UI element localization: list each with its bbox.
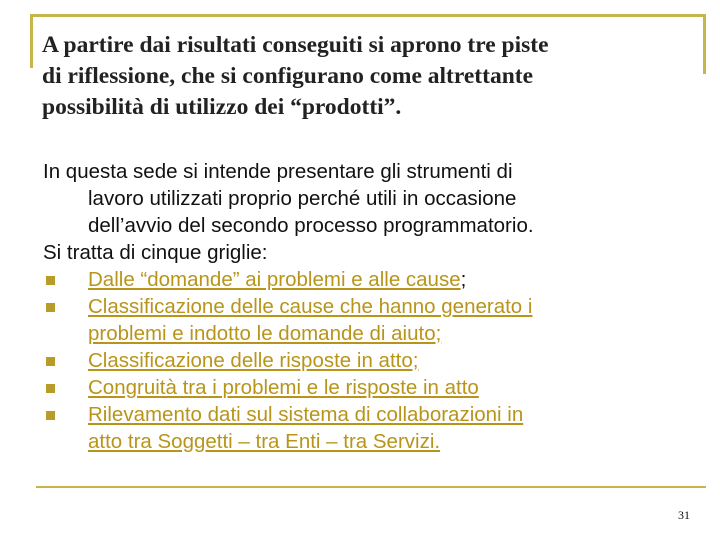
bullet-item[interactable] <box>43 374 683 401</box>
bullet-item[interactable] <box>43 347 683 374</box>
bullet-item[interactable] <box>43 401 683 455</box>
square-bullet-icon <box>46 276 55 285</box>
bullet-link[interactable]: Rilevamento dati sul sistema di collaborazioni in <box>88 403 524 426</box>
square-bullet-icon <box>46 357 55 366</box>
square-bullet-icon <box>46 384 55 393</box>
title-line: di riflessione, che si configurano come altrettante <box>42 63 534 89</box>
bullet-link[interactable]: Dalle “domande” ai problemi e alle cause <box>88 268 461 291</box>
frame-right-line <box>703 14 706 74</box>
bullet-suffix: ; <box>460 268 467 291</box>
square-bullet-icon <box>46 303 55 312</box>
slide-title <box>42 30 692 123</box>
bullet-item[interactable] <box>43 293 683 347</box>
title-line: possibilità di utilizzo dei “prodotti”. <box>42 94 402 120</box>
bullet-link[interactable]: problemi e indotto le domande di aiuto; <box>88 322 442 345</box>
slide-body <box>43 158 683 455</box>
bullet-link[interactable]: Classificazione delle cause che hanno generato i <box>88 295 533 318</box>
page-number: 31 <box>678 508 690 522</box>
square-bullet-icon <box>46 411 55 420</box>
intro-line: In questa sede si intende presentare gli strumenti di <box>43 160 513 183</box>
frame-left-line <box>30 14 33 68</box>
intro-line: dell’avvio del secondo processo programmatorio. <box>88 214 534 237</box>
title-line: A partire dai risultati conseguiti si aprono tre piste <box>42 32 549 58</box>
frame-bottom-line <box>36 486 706 488</box>
lead-line: Si tratta di cinque griglie: <box>43 241 268 264</box>
bullet-item[interactable] <box>43 266 683 293</box>
bullet-link[interactable]: Congruità tra i problemi e le risposte in atto <box>88 376 479 399</box>
intro-line: lavoro utilizzati proprio perché utili in occasione <box>88 187 517 210</box>
bullet-link[interactable]: atto tra Soggetti – tra Enti – tra Servizi. <box>88 430 441 453</box>
frame-top-line <box>30 14 706 17</box>
bullet-link[interactable]: Classificazione delle risposte in atto; <box>88 349 419 372</box>
